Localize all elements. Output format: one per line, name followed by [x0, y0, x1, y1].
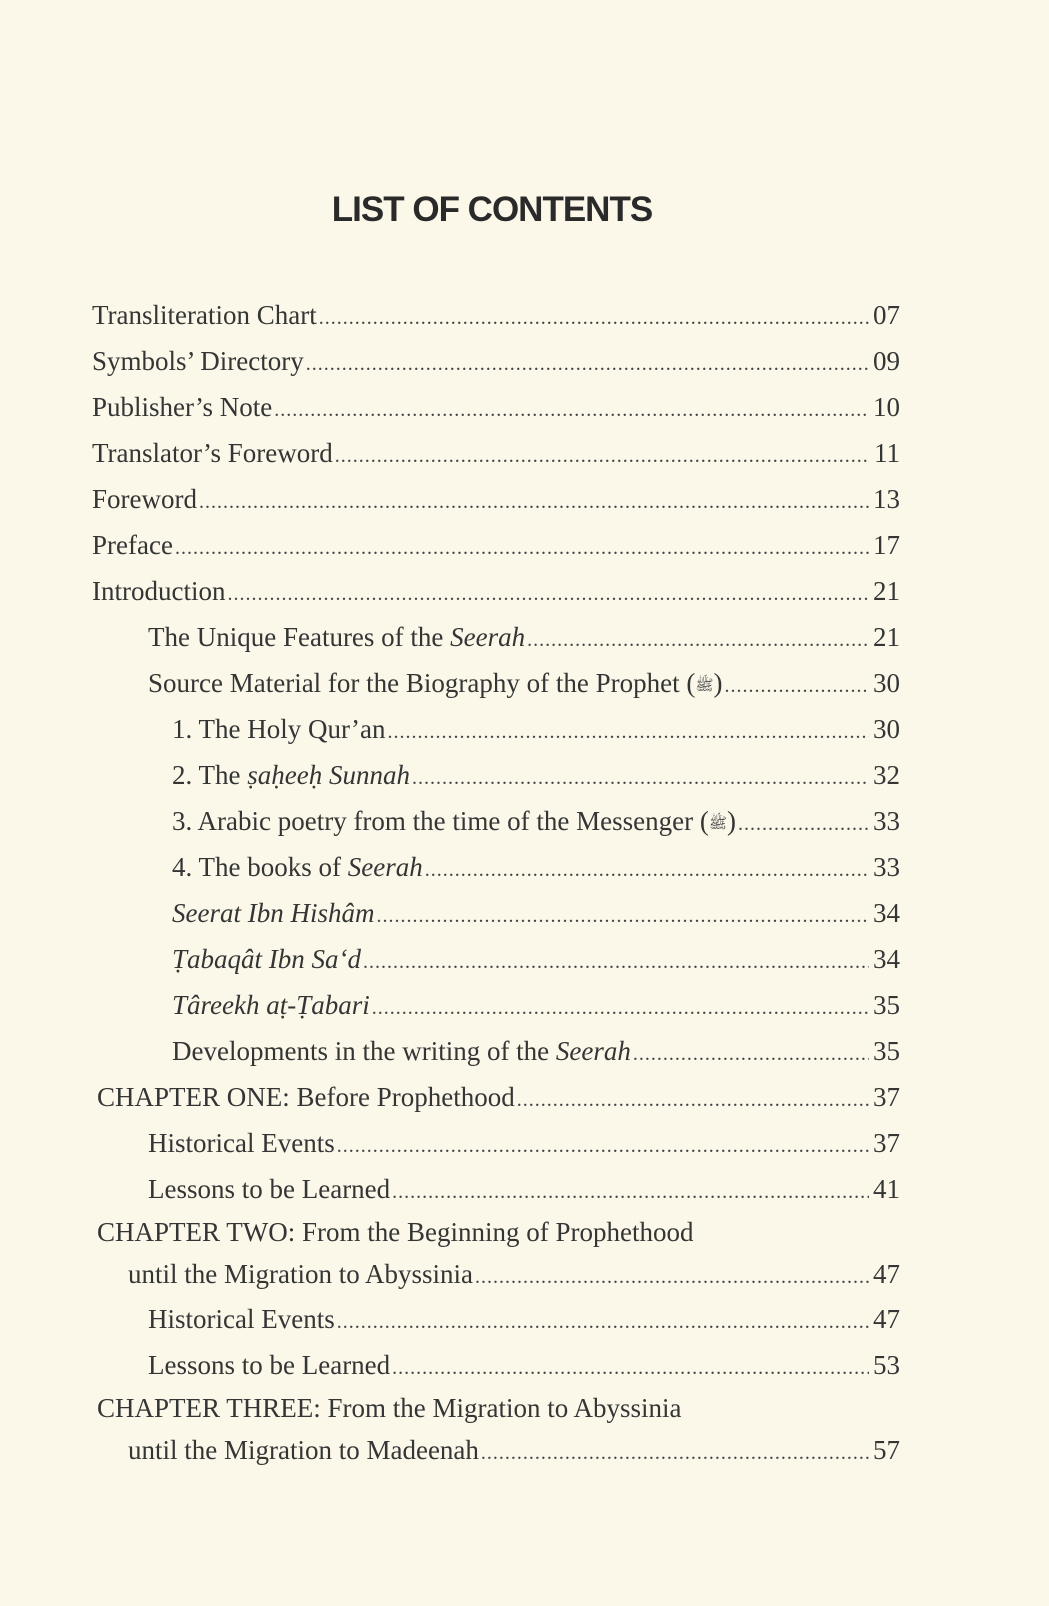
dot-leader: [335, 433, 870, 479]
toc-entry[interactable]: [92, 1296, 900, 1342]
entry-title: [172, 936, 361, 982]
toc-entry[interactable]: [92, 338, 900, 384]
page-number: 53: [873, 1350, 900, 1380]
dot-leader: [425, 847, 869, 893]
toc-entry[interactable]: [92, 890, 900, 936]
dot-leader: [475, 1255, 869, 1299]
dot-leader: [481, 1431, 869, 1475]
entry-title: [92, 292, 317, 338]
entry-text: Lessons to be Learned: [148, 1174, 391, 1204]
entry-title: [172, 752, 410, 798]
entry-text: 3. Arabic poetry from the time of the Messenger (: [172, 806, 709, 836]
page-number: 57: [873, 1435, 900, 1465]
entry-title: [148, 1342, 390, 1388]
dot-leader: [319, 295, 869, 341]
entry-text: Symbols’ Directory: [92, 346, 304, 376]
page-number: 13: [873, 484, 900, 514]
page-number: 07: [873, 300, 900, 330]
dot-leader: [392, 1169, 869, 1215]
entry-text: 4. The books of: [172, 852, 348, 882]
entry-title: [148, 660, 722, 709]
page-number: 21: [873, 576, 900, 606]
page-number: 34: [873, 944, 900, 974]
toc-entry[interactable]: [92, 292, 900, 338]
entry-text: CHAPTER ONE: Before Prophethood: [97, 1082, 515, 1112]
page-number: 41: [873, 1174, 900, 1204]
page-number: 35: [873, 990, 900, 1020]
toc-entry[interactable]: [92, 660, 900, 706]
entry-text: until the Migration to Abyssinia: [128, 1259, 473, 1289]
page-number: 37: [873, 1082, 900, 1112]
toc-entry[interactable]: [92, 614, 900, 660]
entry-text: 1. The Holy Qur’an: [172, 714, 386, 744]
entry-title: [92, 522, 173, 568]
entry-title: [128, 1252, 473, 1296]
entry-title: [97, 1388, 682, 1428]
dot-leader: [517, 1077, 869, 1123]
entry-text: The Unique Features of the: [148, 622, 451, 652]
toc-entry[interactable]: [92, 1212, 900, 1252]
dot-leader: [724, 663, 869, 709]
dot-leader: [274, 387, 869, 433]
pbuh-symbol: ﷺ: [708, 816, 727, 832]
page-number: 33: [873, 852, 900, 882]
toc-entry[interactable]: [92, 798, 900, 844]
toc-entry[interactable]: [92, 1166, 900, 1212]
page-number: 17: [873, 530, 900, 560]
page-number: 11: [874, 438, 900, 468]
entry-text: Developments in the writing of the: [172, 1036, 556, 1066]
toc-entry[interactable]: [92, 982, 900, 1028]
dot-leader: [738, 801, 869, 847]
entry-title: [148, 1120, 335, 1166]
entry-title: [92, 568, 225, 614]
dot-leader: [306, 341, 869, 387]
toc-entry[interactable]: [92, 1074, 900, 1120]
entry-title: [172, 798, 736, 847]
entry-title: [172, 844, 423, 890]
toc-entry[interactable]: [92, 936, 900, 982]
table-of-contents: [92, 292, 900, 1472]
italic-term: Ṭabaqât Ibn Sa‘d: [172, 944, 361, 974]
entry-title: [172, 982, 370, 1028]
toc-entry[interactable]: [92, 844, 900, 890]
dot-leader: [376, 893, 869, 939]
italic-term: Seerah: [450, 622, 526, 652]
italic-term: Seerah: [555, 1036, 631, 1066]
dot-leader: [387, 709, 869, 755]
toc-entry[interactable]: [92, 430, 900, 476]
entry-text: Historical Events: [148, 1128, 335, 1158]
page-number: 21: [873, 622, 900, 652]
toc-entry[interactable]: [92, 384, 900, 430]
toc-entry[interactable]: [92, 1428, 900, 1472]
entry-title: [148, 1166, 390, 1212]
page-title: LIST OF CONTENTS: [331, 190, 653, 229]
entry-text: Historical Events: [148, 1304, 335, 1334]
toc-entry[interactable]: [92, 1028, 900, 1074]
entry-text: Preface: [92, 530, 173, 560]
page-number: 47: [873, 1259, 900, 1289]
dot-leader: [527, 617, 869, 663]
page-number: 10: [873, 392, 900, 422]
page-number: 34: [873, 898, 900, 928]
entry-title: [92, 338, 304, 384]
toc-entry[interactable]: [92, 1252, 900, 1296]
entry-title: [172, 706, 385, 752]
page-number: 35: [873, 1036, 900, 1066]
entry-text: Source Material for the Biography of the Prophet (: [148, 668, 696, 698]
entry-text: Foreword: [92, 484, 197, 514]
page-number: 32: [873, 760, 900, 790]
page-number: 30: [873, 714, 900, 744]
entry-text: CHAPTER TWO: From the Beginning of Prophethood: [97, 1217, 694, 1247]
dot-leader: [392, 1345, 869, 1391]
dot-leader: [227, 571, 869, 617]
page-number: 09: [873, 346, 900, 376]
toc-entry[interactable]: [92, 706, 900, 752]
page-number: 33: [873, 806, 900, 836]
italic-term: ṣaḥeeḥ Sunnah: [247, 760, 410, 790]
dot-leader: [337, 1123, 869, 1169]
entry-text: Transliteration Chart: [92, 300, 317, 330]
dot-leader: [337, 1299, 869, 1345]
italic-term: Seerah: [347, 852, 423, 882]
entry-title: [92, 384, 272, 430]
toc-entry[interactable]: [92, 752, 900, 798]
entry-text: ): [713, 668, 723, 698]
entry-title: [172, 1028, 631, 1074]
toc-entry[interactable]: [92, 1342, 900, 1388]
toc-entry[interactable]: [92, 1120, 900, 1166]
italic-term: Seerat Ibn Hishâm: [172, 898, 375, 928]
entry-title: [148, 614, 525, 660]
dot-leader: [633, 1031, 869, 1077]
dot-leader: [372, 985, 869, 1031]
entry-title: [172, 890, 374, 936]
entry-text: ): [726, 806, 736, 836]
entry-title: [92, 476, 197, 522]
entry-text: Introduction: [92, 576, 226, 606]
toc-entry[interactable]: [92, 476, 900, 522]
toc-entry[interactable]: [92, 568, 900, 614]
italic-term: Târeekh aṭ-Ṭabari: [172, 990, 370, 1020]
dot-leader: [363, 939, 869, 985]
entry-text: until the Migration to Madeenah: [128, 1435, 479, 1465]
entry-text: Lessons to be Learned: [148, 1350, 391, 1380]
dot-leader: [175, 525, 869, 571]
entry-text: CHAPTER THREE: From the Migration to Abyssinia: [97, 1393, 682, 1423]
entry-title: [97, 1212, 693, 1252]
entry-text: 2. The: [172, 760, 248, 790]
dot-leader: [199, 479, 869, 525]
toc-entry[interactable]: [92, 1388, 900, 1428]
page-number: 37: [873, 1128, 900, 1158]
page-number: 47: [873, 1304, 900, 1334]
entry-title: [92, 430, 333, 476]
toc-entry[interactable]: [92, 522, 900, 568]
entry-title: [148, 1296, 335, 1342]
entry-title: [97, 1074, 515, 1120]
entry-text: Publisher’s Note: [92, 392, 273, 422]
dot-leader: [412, 755, 869, 801]
page-number: 30: [873, 668, 900, 698]
pbuh-symbol: ﷺ: [695, 678, 714, 694]
entry-title: [128, 1428, 479, 1472]
entry-text: Translator’s Foreword: [92, 438, 333, 468]
